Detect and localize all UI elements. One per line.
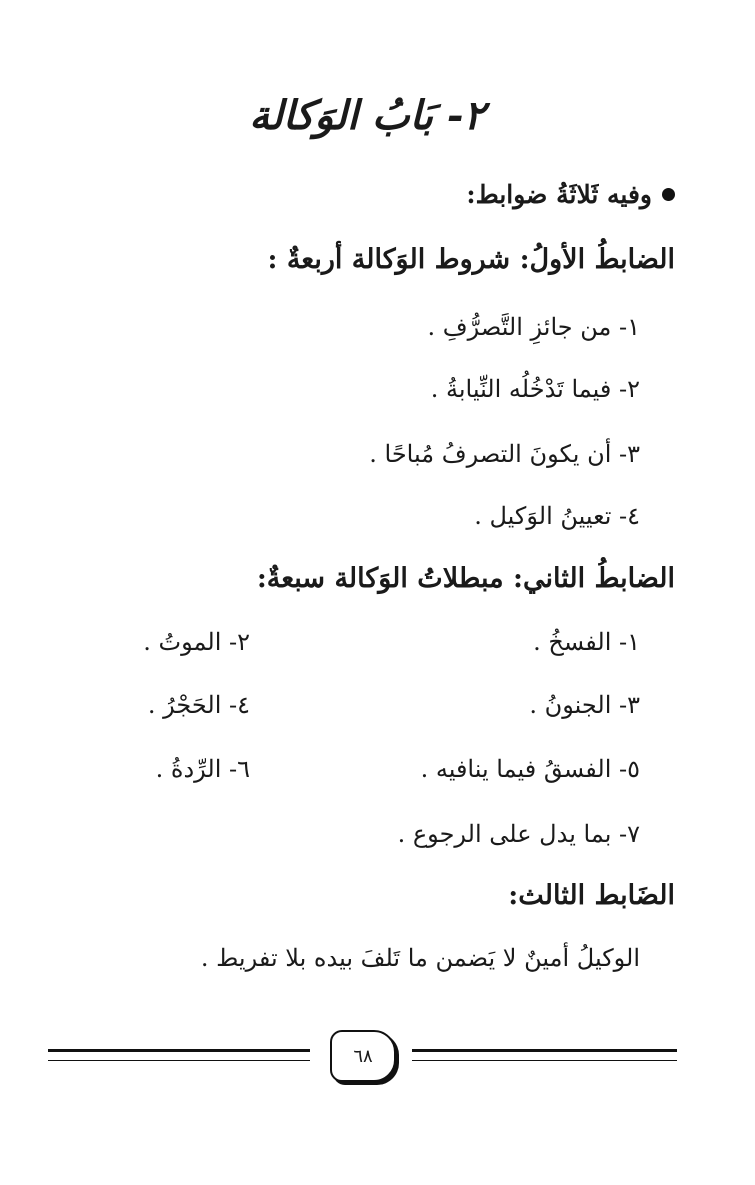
page-number: ٦٨ xyxy=(353,1045,373,1067)
bullet-icon xyxy=(662,188,675,201)
rule2-item-4: ٤- الحَجْرُ . xyxy=(147,691,250,719)
intro-line xyxy=(466,180,675,209)
page-number-badge xyxy=(330,1030,396,1082)
rule2-item-5: ٥- الفسقُ فيما ينافيه . xyxy=(420,755,640,783)
rule2-heading: الضابطُ الثاني: مبطلاتُ الوَكالة سبعةٌ: xyxy=(256,563,675,594)
rule3-heading: الضَابط الثالث: xyxy=(508,880,675,911)
rule2-item-6: ٦- الرِّدةُ . xyxy=(155,755,250,783)
intro-text: وفيه ثَلاثَةُ ضوابط: xyxy=(466,180,652,209)
rule1-item-2: ٢- فيما تَدْخُلُه النِّيابةُ . xyxy=(430,375,640,403)
rule1-item-1: ١- من جائزِ التَّصرُّفِ . xyxy=(427,313,640,341)
rule1-item-4: ٤- تعيينُ الوَكيل . xyxy=(474,502,640,530)
rule1-item-3: ٣- أن يكونَ التصرفُ مُباحًا . xyxy=(369,440,640,468)
rule3-text: الوكيلُ أمينٌ لا يَضمن ما تَلفَ بيده بلا تفريط . xyxy=(200,944,640,972)
footer-rule-right xyxy=(412,1049,677,1061)
rule2-item-2: ٢- الموتُ . xyxy=(143,628,250,656)
rule2-item-7: ٧- بما يدل على الرجوع . xyxy=(397,820,640,848)
footer-rule-left xyxy=(48,1049,310,1061)
rule2-item-1: ١- الفسخُ . xyxy=(533,628,640,656)
rule1-heading: الضابطُ الأولُ: شروط الوَكالة أربعةٌ : xyxy=(267,244,675,275)
rule2-item-3: ٣- الجنونُ . xyxy=(529,691,640,719)
chapter-title: ٢- بَابُ الوَكالة xyxy=(249,92,485,139)
